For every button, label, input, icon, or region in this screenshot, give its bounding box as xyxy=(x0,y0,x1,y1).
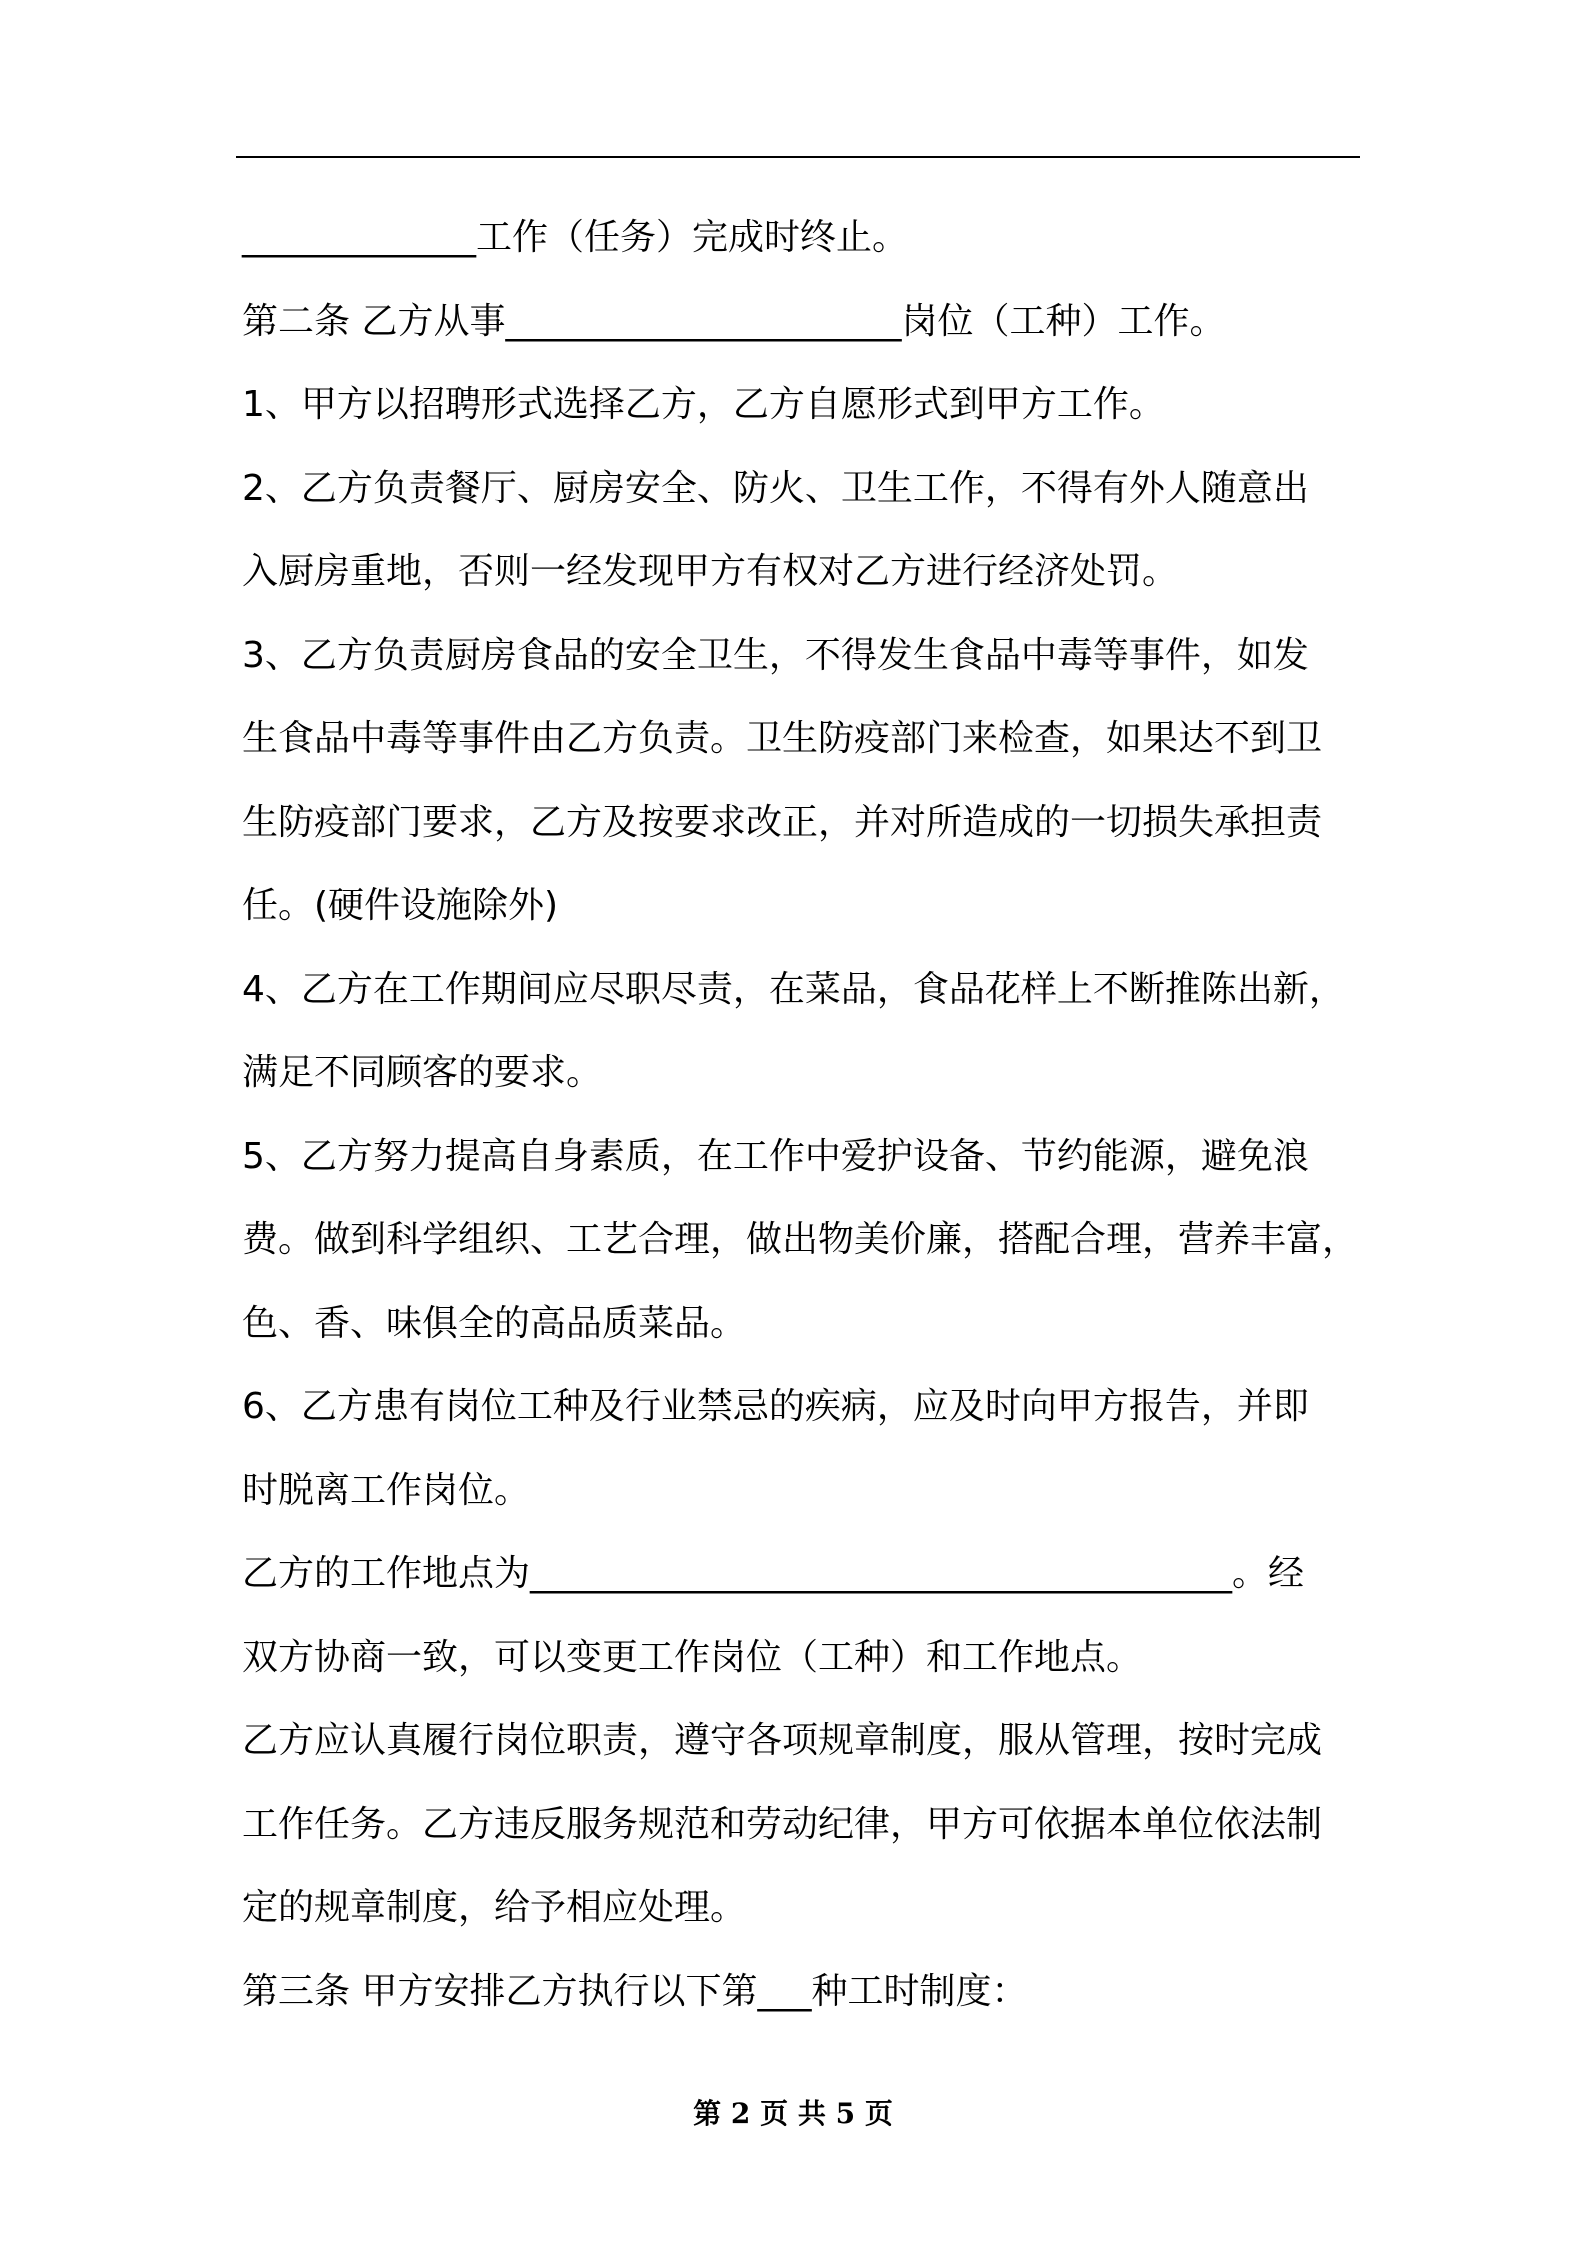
contract-body xyxy=(242,196,1372,2033)
text-line: 生食品中毒等事件由乙方负责。卫生防疫部门来检查，如果达不到卫 xyxy=(242,718,1323,759)
text-line: 双方协商一致，可以变更工作岗位（工种）和工作地点。 xyxy=(242,1636,1143,1678)
text-line: 第三条 甲方安排乙方执行以下第___种工时制度： xyxy=(242,1970,1028,2012)
text-line: 生防疫部门要求，乙方及按要求改正，并对所造成的一切损失承担责 xyxy=(242,801,1323,843)
text-line: 乙方的工作地点为_______________________________________。经 xyxy=(242,1553,1305,1594)
page-number: 第 2 页 共 5 页 xyxy=(693,2097,893,2130)
text-line: 时脱离工作岗位。 xyxy=(242,1469,531,1511)
text-line: 1、甲方以招聘形式选择乙方，乙方自愿形式到甲方工作。 xyxy=(242,384,1165,425)
text-line: 满足不同顾客的要求。 xyxy=(242,1052,603,1093)
text-line: 4、乙方在工作期间应尽职尽责，在菜品，食品花样上不断推陈出新， xyxy=(242,968,1345,1010)
text-line: 任。(硬件设施除外) xyxy=(242,885,559,926)
text-line: 6、乙方患有岗位工种及行业禁忌的疾病，应及时向甲方报告，并即 xyxy=(242,1386,1309,1427)
text-line: 入厨房重地，否则一经发现甲方有权对乙方进行经济处罚。 xyxy=(242,551,1179,592)
text-line: 3、乙方负责厨房食品的安全卫生，不得发生食品中毒等事件，如发 xyxy=(242,634,1309,676)
header-rule xyxy=(236,156,1360,158)
text-line: _____________工作（任务）完成时终止。 xyxy=(242,217,909,258)
text-line: 乙方应认真履行岗位职责，遵守各项规章制度，服从管理，按时完成 xyxy=(242,1720,1323,1761)
text-line: 5、乙方努力提高自身素质，在工作中爱护设备、节约能源，避免浪 xyxy=(242,1135,1309,1177)
text-line: 工作任务。乙方违反服务规范和劳动纪律，甲方可依据本单位依法制 xyxy=(242,1803,1323,1845)
text-line: 费。做到科学组织、工艺合理，做出物美价廉，搭配合理，营养丰富， xyxy=(242,1219,1359,1260)
text-line: 2、乙方负责餐厅、厨房安全、防火、卫生工作，不得有外人随意出 xyxy=(242,467,1309,509)
text-line: 色、香、味俱全的高品质菜品。 xyxy=(242,1302,747,1344)
text-line: 定的规章制度，给予相应处理。 xyxy=(242,1887,747,1928)
text-line: 第二条 乙方从事______________________岗位（工种）工作。 xyxy=(242,300,1226,342)
